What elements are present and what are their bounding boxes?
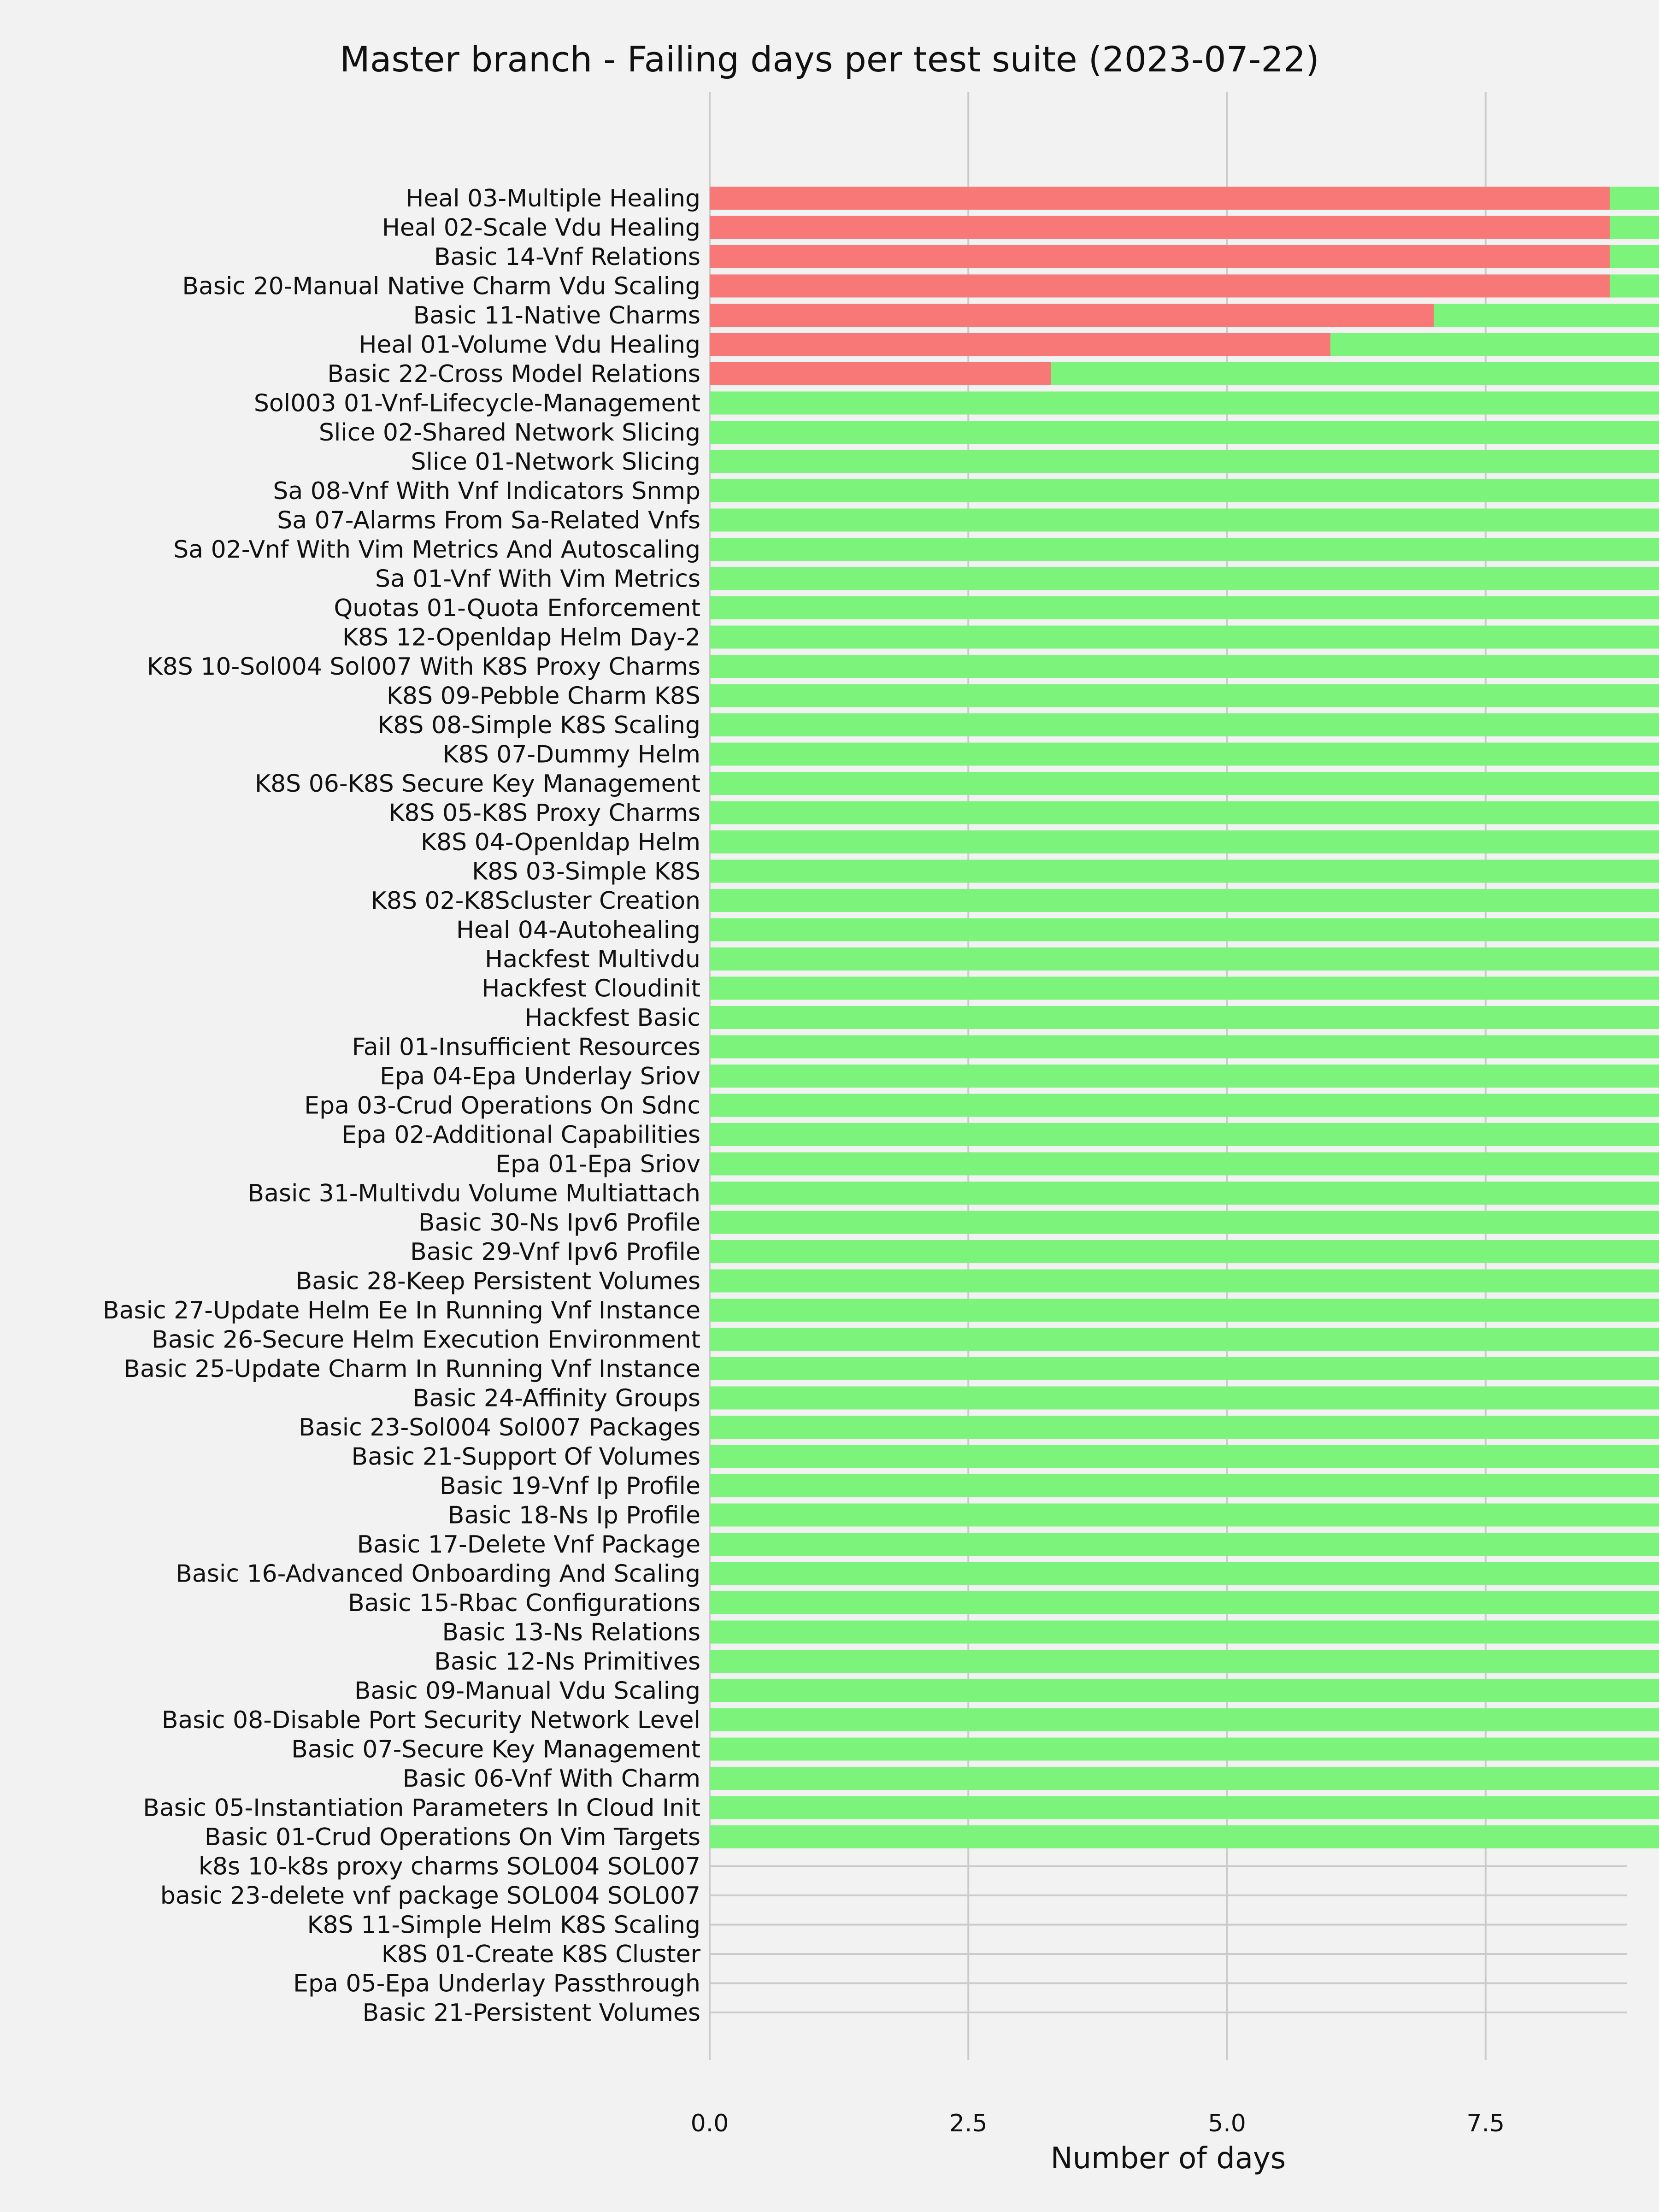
pass-bar: [1330, 333, 1659, 356]
category-label: Hackfest Multivdu: [485, 946, 700, 973]
category-label: K8S 05-K8S Proxy Charms: [388, 799, 700, 827]
pass-bar: [710, 1153, 1659, 1176]
category-label: Basic 27-Update Helm Ee In Running Vnf Instance: [102, 1297, 700, 1324]
bar-layer: [710, 187, 1659, 1848]
pass-bar: [710, 947, 1659, 971]
x-tick-label: 0.0: [690, 2110, 729, 2137]
pass-bar: [710, 1562, 1659, 1585]
category-label: Sa 02-Vnf With Vim Metrics And Autoscaling: [173, 536, 700, 564]
pass-bar: [710, 1767, 1659, 1790]
pass-bar: [710, 1328, 1659, 1351]
category-label: Sa 07-Alarms From Sa-Related Vnfs: [277, 506, 700, 535]
pass-bar: [1051, 362, 1659, 385]
pass-bar: [710, 772, 1659, 795]
pass-bar: [710, 1240, 1659, 1263]
category-label: Slice 01-Network Slicing: [411, 448, 700, 476]
pass-bar: [710, 1035, 1659, 1059]
pass-bar: [710, 1065, 1659, 1088]
pass-bar: [710, 1621, 1659, 1644]
pass-bar: [710, 1738, 1659, 1761]
category-label: Heal 02-Scale Vdu Healing: [382, 214, 700, 242]
pass-bar: [710, 977, 1659, 1000]
category-label: Basic 29-Vnf Ipv6 Profile: [410, 1238, 700, 1266]
pass-bar: [1610, 275, 1659, 298]
x-tick-label: 5.0: [1208, 2110, 1246, 2137]
category-label: Basic 24-Affinity Groups: [412, 1384, 700, 1412]
category-label: Basic 08-Disable Port Security Network Level: [161, 1706, 700, 1734]
pass-bar: [710, 684, 1659, 707]
pass-bar: [710, 1270, 1659, 1293]
pass-bar: [710, 1299, 1659, 1322]
pass-bar: [710, 860, 1659, 883]
category-label: Sa 01-Vnf With Vim Metrics: [375, 565, 700, 593]
category-label: K8S 04-Openldap Helm: [420, 829, 700, 856]
category-label: Basic 17-Delete Vnf Package: [357, 1531, 700, 1559]
chart-title: Master branch - Failing days per test suite (2023-07-22): [340, 39, 1319, 80]
category-label: K8S 06-K8S Secure Key Management: [254, 770, 700, 798]
fail-bar: [710, 275, 1610, 298]
category-label: Basic 30-Ns Ipv6 Profile: [418, 1209, 700, 1237]
pass-bar: [710, 421, 1659, 444]
category-label: K8S 10-Sol004 Sol007 With K8S Proxy Charms: [147, 653, 700, 681]
category-label: Slice 02-Shared Network Slicing: [318, 419, 700, 447]
category-label: Basic 06-Vnf With Charm: [402, 1765, 700, 1793]
category-label: K8S 02-K8Scluster Creation: [371, 887, 700, 915]
pass-bar: [710, 392, 1659, 415]
pass-bar: [710, 1679, 1659, 1702]
pass-bar: [710, 1416, 1659, 1439]
category-label: Basic 11-Native Charms: [413, 302, 700, 329]
pass-bar: [710, 1591, 1659, 1614]
pass-bar: [710, 1211, 1659, 1234]
pass-bar: [710, 918, 1659, 941]
category-label: Basic 21-Persistent Volumes: [362, 1999, 700, 2027]
pass-bar: [710, 538, 1659, 561]
category-label: Basic 14-Vnf Relations: [434, 243, 700, 271]
pass-bar: [710, 1182, 1659, 1205]
pass-bar: [710, 479, 1659, 502]
pass-bar: [710, 567, 1659, 590]
category-label: k8s 10-k8s proxy charms SOL004 SOL007: [198, 1853, 700, 1881]
fail-bar: [710, 333, 1330, 356]
fail-bar: [710, 245, 1610, 268]
category-label: Basic 21-Support Of Volumes: [351, 1443, 700, 1471]
category-label: Epa 02-Additional Capabilities: [341, 1121, 700, 1149]
category-label: Basic 05-Instantiation Parameters In Cloud Init: [143, 1794, 700, 1822]
category-label: Basic 22-Cross Model Relations: [327, 360, 700, 388]
pass-bar: [710, 1533, 1659, 1556]
category-label: K8S 07-Dummy Helm: [442, 741, 700, 769]
pass-bar: [710, 655, 1659, 678]
category-label: Basic 12-Ns Primitives: [434, 1648, 700, 1676]
category-label: Hackfest Basic: [524, 1004, 700, 1032]
category-label: Heal 03-Multiple Healing: [406, 185, 700, 212]
category-label: Epa 05-Epa Underlay Passthrough: [293, 1970, 700, 1998]
pass-bar: [1610, 187, 1659, 210]
category-label: Basic 07-Secure Key Management: [291, 1735, 700, 1764]
pass-bar: [710, 1123, 1659, 1146]
category-label: K8S 03-Simple K8S: [472, 858, 700, 886]
pass-bar: [710, 1387, 1659, 1410]
category-label: Epa 01-Epa Sriov: [495, 1150, 700, 1178]
category-label: Basic 09-Manual Vdu Scaling: [354, 1677, 700, 1705]
pass-bar: [710, 1474, 1659, 1497]
x-axis-label: Number of days: [1050, 2141, 1286, 2176]
pass-bar: [710, 1796, 1659, 1819]
category-label: K8S 11-Simple Helm K8S Scaling: [307, 1911, 700, 1939]
category-label: K8S 12-Openldap Helm Day-2: [342, 624, 700, 652]
category-label: Basic 31-Multivdu Volume Multiattach: [247, 1180, 700, 1207]
pass-bar: [1610, 245, 1659, 268]
category-label: K8S 09-Pebble Charm K8S: [386, 682, 700, 710]
category-label: Sol003 01-Vnf-Lifecycle-Management: [253, 389, 700, 418]
fail-bar: [710, 216, 1610, 239]
fail-bar: [710, 187, 1610, 210]
category-label: Basic 23-Sol004 Sol007 Packages: [299, 1414, 700, 1441]
pass-bar: [710, 596, 1659, 619]
pass-bar: [710, 1445, 1659, 1468]
category-label: Basic 19-Vnf Ip Profile: [439, 1472, 700, 1500]
pass-bar: [710, 713, 1659, 736]
pass-bar: [710, 889, 1659, 912]
category-label: Basic 28-Keep Persistent Volumes: [295, 1267, 700, 1295]
category-label: Basic 18-Ns Ip Profile: [447, 1501, 700, 1530]
category-label: Basic 25-Update Charm In Running Vnf Instance: [124, 1355, 700, 1383]
category-label: Basic 26-Secure Helm Execution Environment: [152, 1326, 700, 1354]
pass-bar: [710, 1006, 1659, 1029]
category-label: Hackfest Cloudinit: [482, 975, 700, 1003]
fail-bar: [710, 362, 1051, 385]
pass-bar: [710, 450, 1659, 473]
pass-bar: [710, 1357, 1659, 1380]
fail-bar: [710, 304, 1434, 327]
pass-bar: [1434, 304, 1659, 327]
pass-bar: [710, 509, 1659, 532]
pass-bar: [710, 801, 1659, 824]
category-label: K8S 01-Create K8S Cluster: [381, 1941, 700, 1968]
category-label: Fail 01-Insufficient Resources: [352, 1033, 700, 1061]
pass-bar: [710, 1650, 1659, 1673]
category-label: Quotas 01-Quota Enforcement: [334, 594, 700, 622]
category-label: Basic 20-Manual Native Charm Vdu Scaling: [182, 272, 700, 300]
x-tick-label: 2.5: [949, 2110, 988, 2137]
category-label: Basic 15-Rbac Configurations: [348, 1589, 700, 1617]
pass-bar: [710, 1094, 1659, 1117]
pass-bar: [710, 626, 1659, 649]
pass-bar: [710, 1825, 1659, 1848]
category-label: Epa 04-Epa Underlay Sriov: [380, 1063, 700, 1090]
category-label: Sa 08-Vnf With Vnf Indicators Snmp: [273, 477, 700, 505]
pass-bar: [710, 830, 1659, 853]
category-label: Basic 13-Ns Relations: [442, 1618, 700, 1647]
category-label: Basic 16-Advanced Onboarding And Scaling: [176, 1560, 700, 1588]
category-label: Heal 01-Volume Vdu Healing: [359, 331, 700, 359]
pass-bar: [710, 743, 1659, 766]
pass-bar: [710, 1504, 1659, 1527]
x-tick-label: 7.5: [1466, 2110, 1505, 2137]
category-label: Basic 01-Crud Operations On Vim Targets: [204, 1824, 700, 1851]
category-label: basic 23-delete vnf package SOL004 SOL007: [160, 1882, 700, 1910]
category-label: Heal 04-Autohealing: [456, 916, 700, 944]
category-label: K8S 08-Simple K8S Scaling: [377, 712, 700, 739]
pass-bar: [1610, 216, 1659, 239]
category-label: Epa 03-Crud Operations On Sdnc: [304, 1092, 700, 1120]
pass-bar: [710, 1708, 1659, 1731]
